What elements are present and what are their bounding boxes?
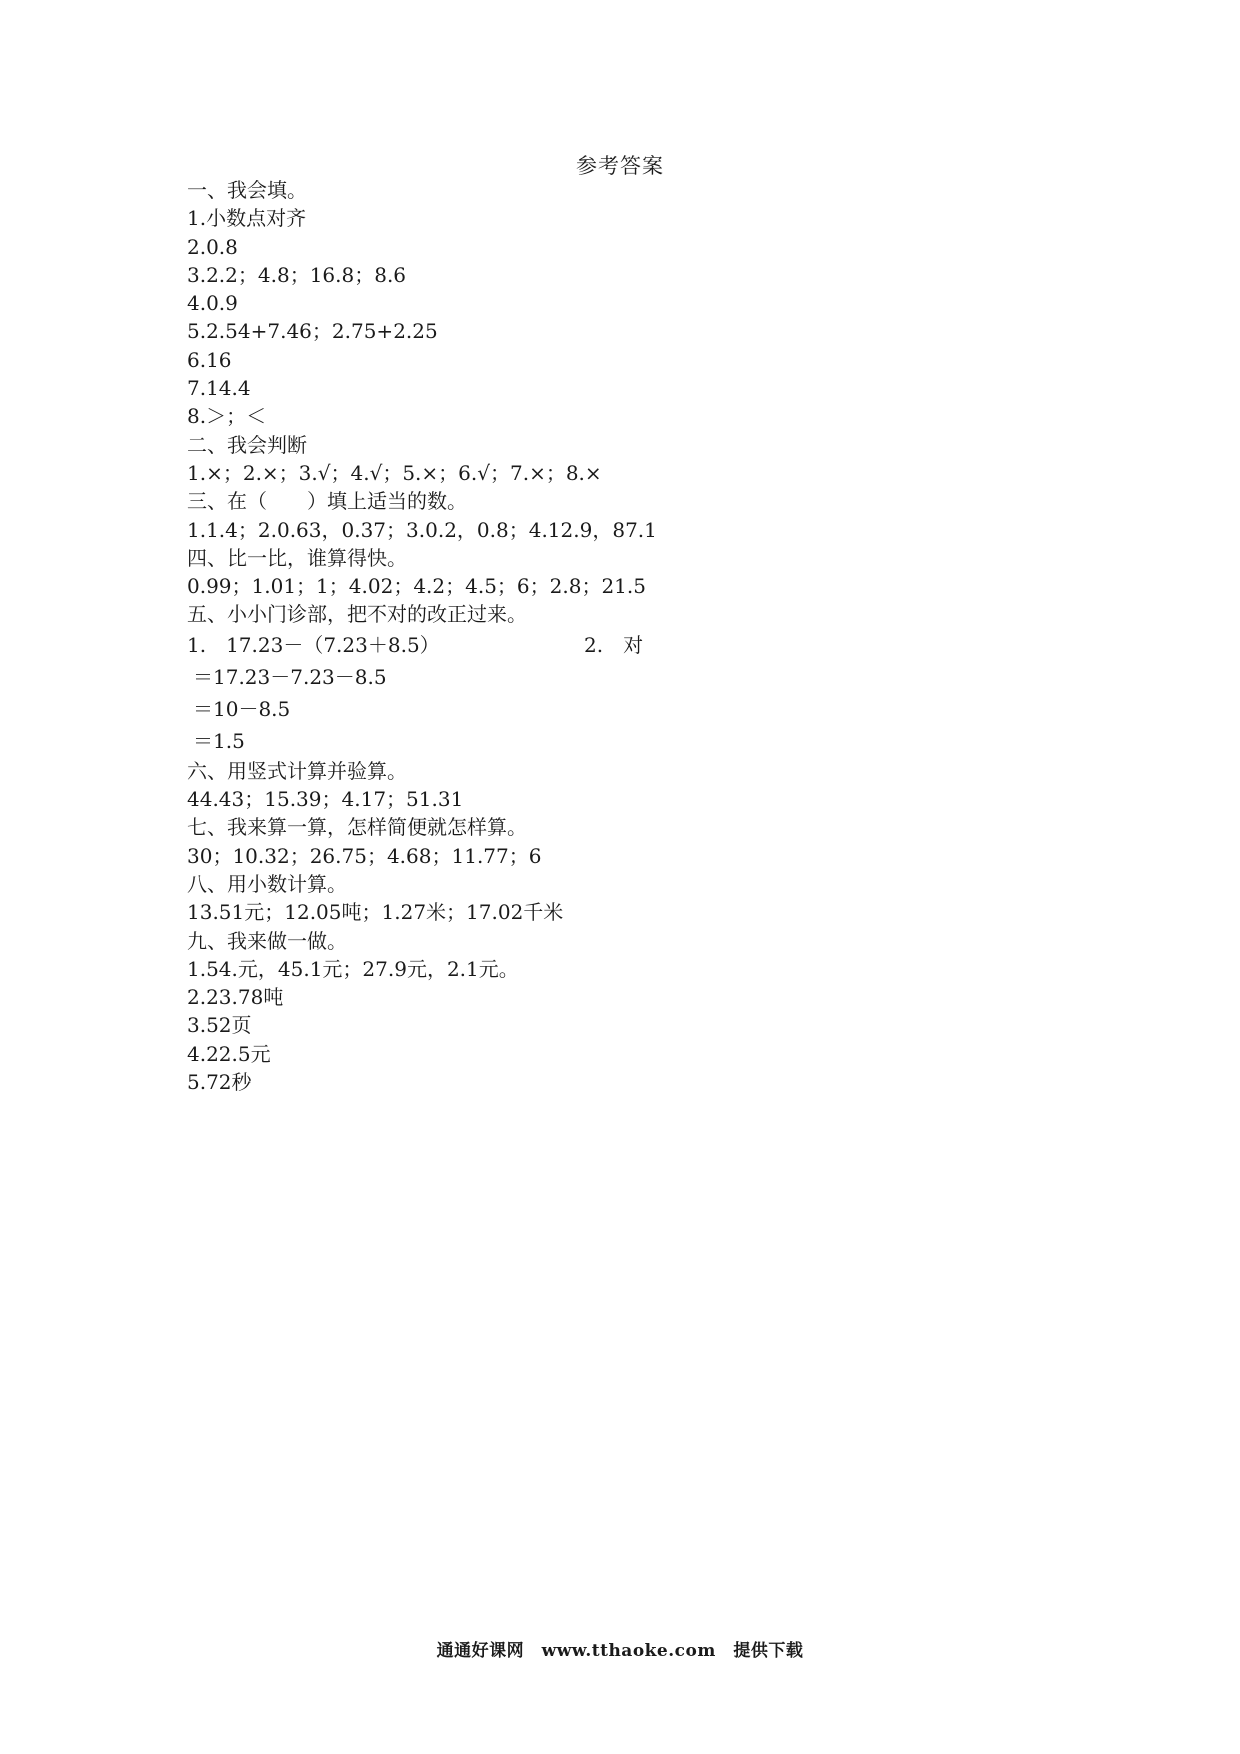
diagnosis-1-expression: 1. 17.23－（7.23＋8.5） (187, 632, 440, 657)
diagnosis-row (187, 629, 1087, 661)
answer-line: 1.1.4；2.0.63，0.37；3.0.2，0.8；4.12.9，87.1 (187, 517, 657, 542)
answer-line: 4.22.5元 (187, 1041, 271, 1066)
section-6-heading: 六、用竖式计算并验算。 (187, 758, 407, 783)
section-3-heading: 三、在（ ）填上适当的数。 (187, 489, 467, 514)
answer-line: 4.0.9 (187, 291, 238, 316)
answer-line: 3.52页 (187, 1013, 252, 1038)
answer-line: 1.54.元，45.1元；27.9元，2.1元。 (187, 956, 519, 981)
diagnosis-2-answer: 2. 对 (584, 632, 644, 657)
answer-line: 44.43；15.39；4.17；51.31 (187, 787, 464, 812)
equation-step: ＝17.23－7.23－8.5 (193, 664, 387, 689)
answer-line: 1.小数点对齐 (187, 206, 307, 231)
page-title: 参考答案 (576, 154, 664, 178)
equation-step: ＝10－8.5 (193, 696, 291, 721)
answer-line: 6.16 (187, 347, 232, 372)
answer-line: 2.23.78吨 (187, 985, 284, 1010)
section-9-heading: 九、我来做一做。 (187, 928, 347, 953)
footer-source-note: 通通好课网 www.tthaoke.com 提供下载 (436, 1641, 804, 1661)
answer-content (187, 176, 1087, 1096)
section-7-heading: 七、我来算一算，怎样简便就怎样算。 (187, 815, 527, 840)
answer-line: 5.2.54+7.46；2.75+2.25 (187, 319, 438, 344)
answer-line: 2.0.8 (187, 234, 238, 259)
answer-line: 7.14.4 (187, 376, 251, 401)
answer-line: 30；10.32；26.75；4.68；11.77；6 (187, 843, 542, 868)
section-8-heading: 八、用小数计算。 (187, 871, 347, 896)
answer-line: 3.2.2；4.8；16.8；8.6 (187, 262, 407, 287)
answer-line: 5.72秒 (187, 1070, 252, 1095)
answer-line: 13.51元；12.05吨；1.27米；17.02千米 (187, 900, 564, 925)
answer-line: 0.99；1.01；1；4.02；4.2；4.5；6；2.8；21.5 (187, 574, 646, 599)
answer-line: 1.×；2.×；3.√；4.√；5.×；6.√；7.×；8.× (187, 460, 602, 485)
section-4-heading: 四、比一比，谁算得快。 (187, 545, 407, 570)
equation-step: ＝1.5 (193, 728, 245, 753)
section-1-heading: 一、我会填。 (187, 178, 307, 202)
answer-line: 8.＞；＜ (187, 404, 267, 429)
section-5-heading: 五、小小门诊部，把不对的改正过来。 (187, 602, 527, 627)
section-2-heading: 二、我会判断 (187, 432, 307, 457)
